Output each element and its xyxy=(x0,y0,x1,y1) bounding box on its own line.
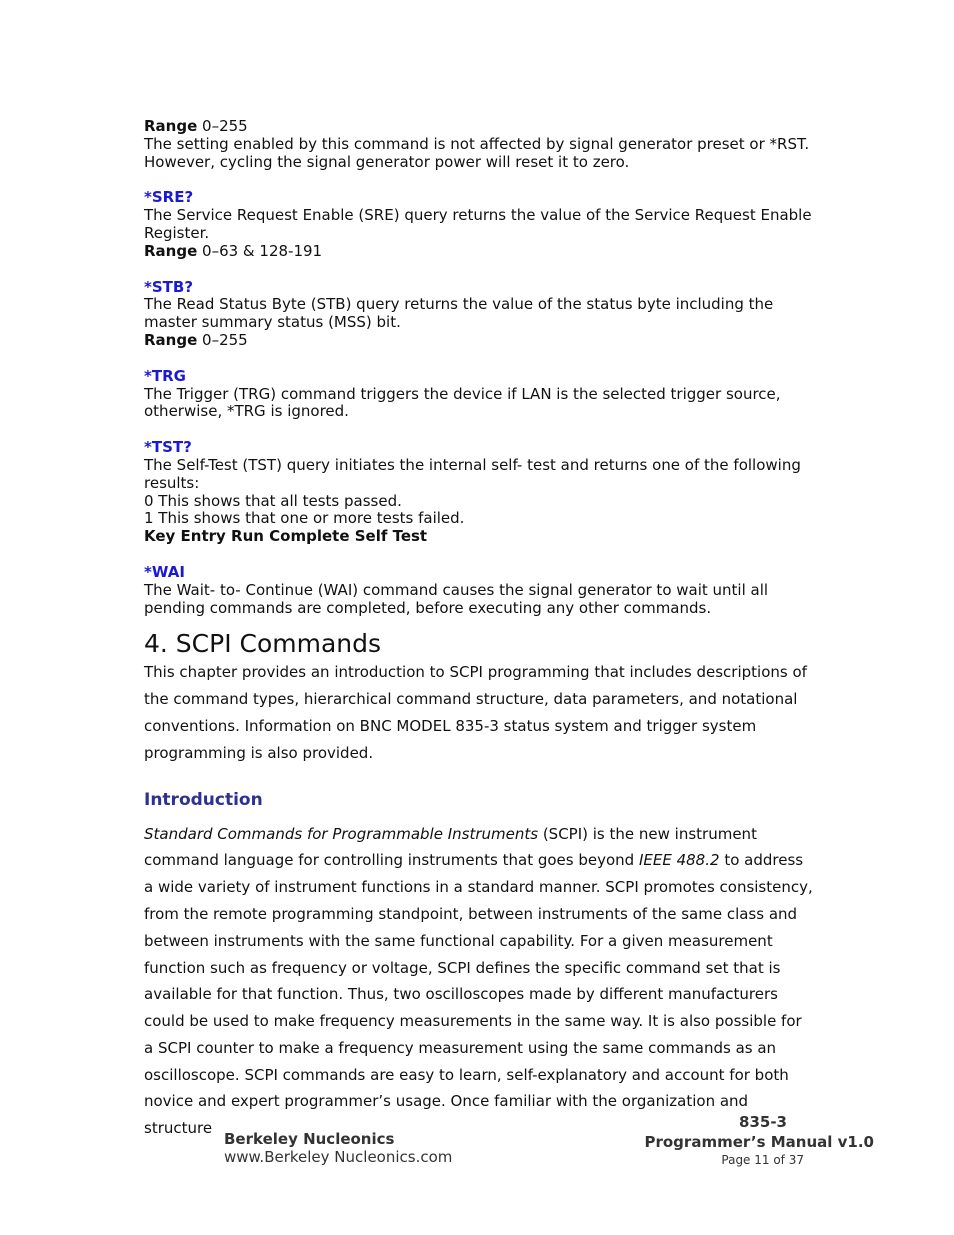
tst-result-0: 0 This shows that all tests passed. xyxy=(144,491,402,510)
tst-description: The Self-Test (TST) query initiates the internal self- test and returns one of the following results: xyxy=(144,455,801,492)
footer-manual-title: Programmer’s Manual v1.0 xyxy=(644,1133,874,1151)
trg-command: *TRG xyxy=(144,366,186,385)
ieee-reference: IEEE 488.2 xyxy=(638,851,720,870)
tst-command: *TST? xyxy=(144,438,192,457)
wai-description: The Wait- to- Continue (WAI) command causes the signal generator to wait until all pending commands are completed, before executing any other commands. xyxy=(144,580,769,617)
footer-left xyxy=(224,1130,452,1166)
section-heading-introduction: Introduction xyxy=(144,789,263,810)
wai-command: *WAI xyxy=(144,562,185,581)
sre-description: The Service Request Enable (SRE) query returns the value of the Service Request Enable Register. xyxy=(144,206,812,242)
introduction-paragraph xyxy=(144,821,814,1143)
stb-description: The Read Status Byte (STB) query returns the value of the status byte including the master summary status (MSS) bit. xyxy=(144,295,774,332)
range-label: Range xyxy=(144,117,198,135)
scpi-full-name: Standard Commands for Programmable Instruments xyxy=(144,824,539,843)
chapter-title: 4. SCPI Commands xyxy=(144,629,382,659)
footer-right xyxy=(644,1113,874,1167)
sre-range-label: Range xyxy=(144,241,198,260)
sre-range xyxy=(144,243,814,261)
chapter-intro: This chapter provides an introduction to SCPI programming that includes descriptions of the command types, hierarchical command structure, data parameters, and notational conventions. Information on BNC MODEL 835-3 status system and trigger system programming is also provided. xyxy=(144,663,807,762)
stb-range xyxy=(144,332,814,350)
intro-text-part-1: (SCPI) is the new instrument command language for controlling instruments that goes beyond xyxy=(144,824,757,870)
stb-range-value: 0–255 xyxy=(197,330,248,349)
footer-website: www.Berkeley Nucleonics.com xyxy=(224,1148,453,1166)
range-value: 0–255 xyxy=(197,117,248,135)
page-content xyxy=(144,118,814,1142)
tst-result-1: 1 This shows that one or more tests failed. xyxy=(144,509,465,528)
sre-range-value: 0–63 & 128-191 xyxy=(197,241,323,260)
footer-company: Berkeley Nucleonics xyxy=(224,1130,395,1148)
stb-command: *STB? xyxy=(144,277,194,296)
preset-note: The setting enabled by this command is not affected by signal generator preset or *RST. However, cycling the signal generator power will reset it to zero. xyxy=(144,134,810,171)
tst-key-entry: Key Entry Run Complete Self Test xyxy=(144,527,428,546)
range-line xyxy=(144,118,814,136)
stb-range-label: Range xyxy=(144,330,198,349)
intro-text-part-2: to address a wide variety of instrument functions in a standard manner. SCPI promotes consistency, from the remote programming standpoint, between instruments of the same class and between instruments with the same functional capability. For a given measurement function such as frequency or voltage, SCPI defines the specific command set that is available for that function. Thus, two oscilloscopes made by different manufacturers could be used to make frequency measurements in the same way. It is also possible for a SCPI counter to make a frequency measurement using the same commands as an oscilloscope. SCPI commands are easy to learn, self-explanatory and account for both novice and expert programmer’s usage. Once familiar with the organization and structure xyxy=(144,851,813,1138)
footer-model: 835-3 xyxy=(739,1113,787,1131)
trg-description: The Trigger (TRG) command triggers the device if LAN is the selected trigger source, otherwise, *TRG is ignored. xyxy=(144,384,781,421)
footer-page-number: Page 11 of 37 xyxy=(721,1153,804,1167)
sre-command: *SRE? xyxy=(144,188,194,207)
